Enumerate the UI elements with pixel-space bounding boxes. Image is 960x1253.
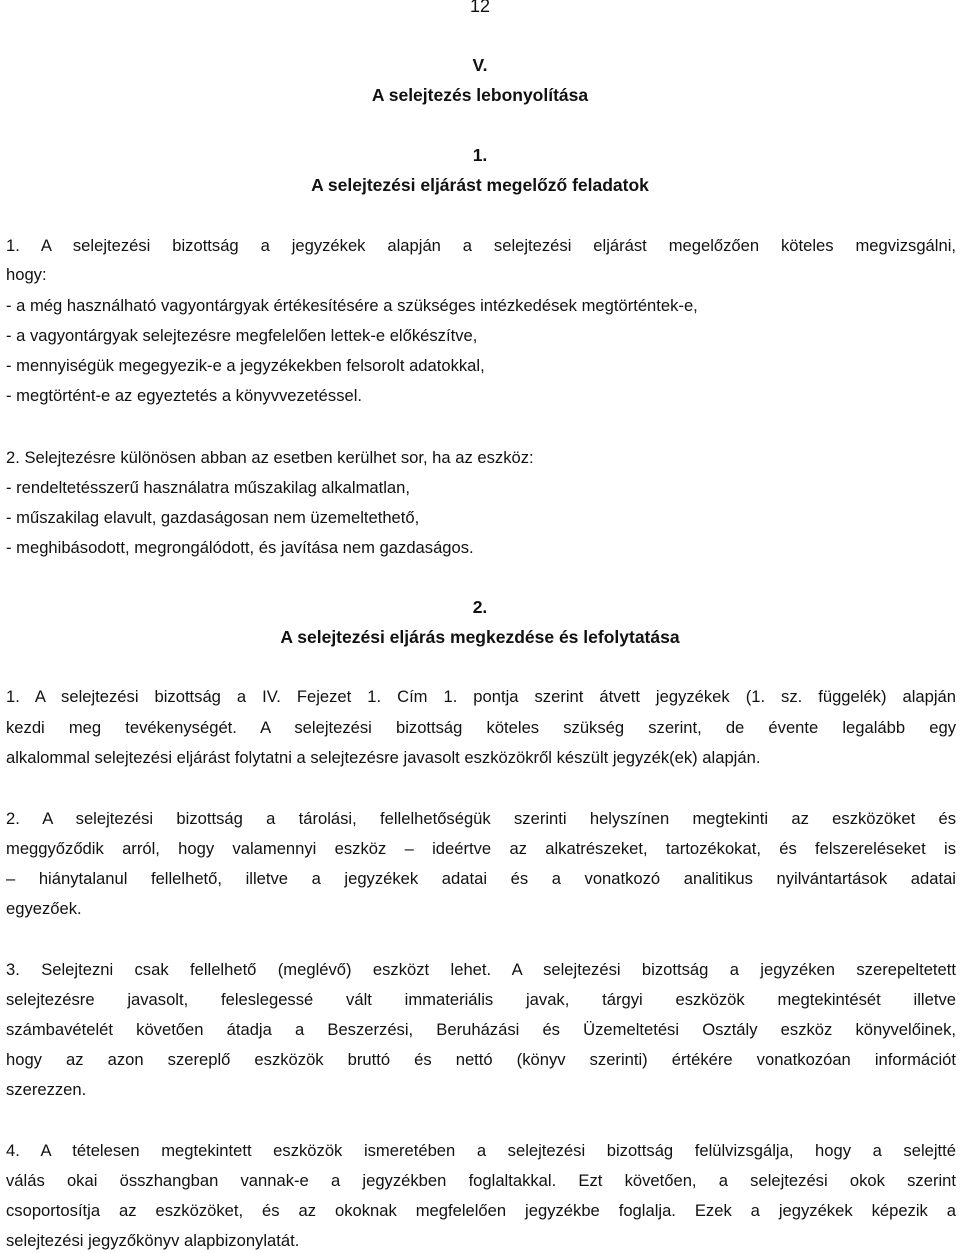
paragraph-line: hogy az azon szereplő eszközök bruttó és nettó (könyv szerinti) értékére vonatkozóan információt [6, 1050, 956, 1069]
paragraph-line: egyezőek. [6, 899, 82, 918]
list-item: - a vagyontárgyak selejtezésre megfelelően lettek-e előkészítve, [6, 326, 478, 345]
paragraph-line: meggyőződik arról, hogy valamennyi eszköz – ideértve az alkatrészeket, tartozékokat, és felszereléseket is [6, 839, 956, 858]
paragraph-line: 1. A selejtezési bizottság a jegyzékek alapján a selejtezési eljárást megelőzően köteles megvizsgálni, [6, 236, 956, 255]
list-item: - rendeltetésszerű használatra műszakilag alkalmatlan, [6, 478, 410, 497]
chapter-title: A selejtezés lebonyolítása [371, 85, 589, 105]
section-2-title: A selejtezési eljárás megkezdése és lefolytatása [280, 627, 680, 647]
section-1-title: A selejtezési eljárást megelőző feladatok [311, 175, 649, 195]
paragraph-line: válás okai összhangban vannak-e a jegyzékben foglaltakkal. Ezt követően, a selejtezési okok szerint [6, 1171, 956, 1190]
paragraph-line: 4. A tételesen megtekintett eszközök ismeretében a selejtezési bizottság felülvizsgálja, hogy a selejtté [6, 1141, 956, 1160]
paragraph-line: kezdi meg tevékenységét. A selejtezési bizottság köteles szükség szerint, de évente legalább egy [6, 718, 956, 737]
page-number: 12 [469, 0, 491, 16]
paragraph-line: – hiánytalanul fellelhető, illetve a jegyzékek adatai és a vonatkozó analitikus nyilvántartások adatai [6, 869, 956, 888]
section-1-number: 1. [472, 145, 488, 165]
paragraph-line: selejtezési jegyzőkönyv alapbizonylatát. [6, 1231, 300, 1250]
list-item: - megtörtént-e az egyeztetés a könyvvezetéssel. [6, 386, 363, 405]
paragraph-line: 3. Selejtezni csak fellelhető (meglévő) eszközt lehet. A selejtezési bizottság a jegyzéken szerepeltetett [6, 960, 956, 979]
list-item: - műszakilag elavult, gazdaságosan nem üzemeltethető, [6, 508, 420, 527]
paragraph-line: hogy: [6, 265, 47, 284]
list-item: - meghibásodott, megrongálódott, és javítása nem gazdaságos. [6, 538, 474, 557]
paragraph-line: szerezzen. [6, 1080, 87, 1099]
list-item: - a még használható vagyontárgyak értékesítésére a szükséges intézkedések megtörténtek-e, [6, 296, 698, 315]
paragraph-line: 1. A selejtezési bizottság a IV. Fejezet 1. Cím 1. pontja szerint átvett jegyzékek (1. sz. függelék) alapján [6, 687, 956, 706]
paragraph-line: alkalommal selejtezési eljárást folytatni a selejtezésre javasolt eszközökről készült jegyzék(ek) alapján. [6, 748, 761, 767]
paragraph-line: 2. A selejtezési bizottság a tárolási, fellelhetőségük szerinti helyszínen megtekinti az eszközöket és [6, 809, 956, 828]
paragraph-line: számbavételét követően átadja a Beszerzési, Beruházási és Üzemeltetési Osztály eszköz könyvelőinek, [6, 1020, 956, 1039]
paragraph-line: 2. Selejtezésre különösen abban az esetben kerülhet sor, ha az eszköz: [6, 448, 534, 467]
paragraph-line: selejtezésre javasolt, feleslegessé vált immateriális javak, tárgyi eszközök megtekintését illetve [6, 990, 956, 1009]
section-2-number: 2. [472, 597, 488, 617]
chapter-number: V. [472, 55, 488, 75]
list-item: - mennyiségük megegyezik-e a jegyzékekben felsorolt adatokkal, [6, 356, 485, 375]
paragraph-line: csoportosítja az eszközöket, és az okoknak megfelelően jegyzékbe foglalja. Ezek a jegyzékek képezik a [6, 1201, 956, 1220]
